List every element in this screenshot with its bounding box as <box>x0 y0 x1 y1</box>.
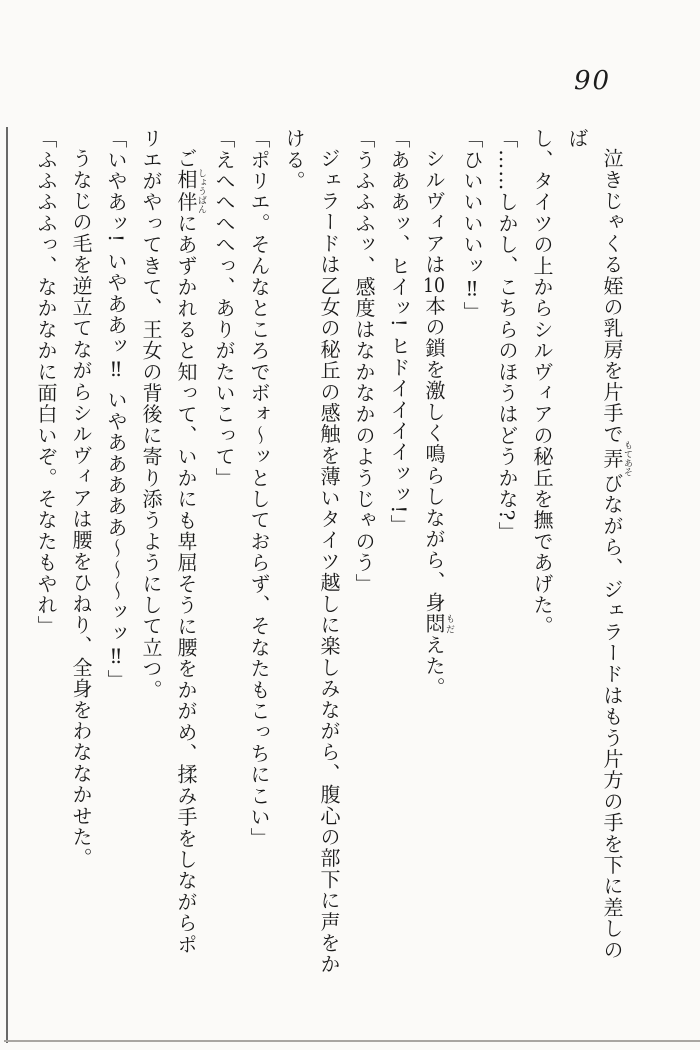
page-number: 90 <box>574 66 612 96</box>
text-line: し、タイツの上からシルヴィアの秘丘を撫であげた。 <box>530 128 554 637</box>
text-line: 「ポリエ。そんなところでボォ〜ッとしておらず、そなたもこっちにこい」 <box>247 128 271 849</box>
text-line: ける。 <box>282 128 306 192</box>
text-line: ジェラードは乙女の秘丘の感触を薄いタイツ越しに楽しみながら、腹心の部下に声をか <box>317 148 341 975</box>
text-line: ご相伴しょうばんにあずかれると知って、いかにも卑屈そうに腰をかがめ、揉み手をしながらポ <box>174 148 206 955</box>
text-line: 「えへへへへっ、ありがたいこって」 <box>212 128 236 489</box>
text-line: 「ふふふふっ、なかなかに面白いぞ。そなたもやれ」 <box>34 128 58 637</box>
ruby-annotated-word: 悶もだ <box>422 613 454 635</box>
text-line: 「いやあッ! いやああッ‼ いやあああああ〜〜〜ッッ‼」 <box>104 128 128 691</box>
horizontal-in-vertical-number: 10 <box>423 275 445 296</box>
text-line: リエがやってきて、王女の背後に寄り添うようにして立つ。 <box>139 128 163 701</box>
text-line: シルヴィアは10本の鎖を激しく鳴らしながら、身悶もだえた。 <box>422 148 454 699</box>
text-line: 「うふふふッ、感度はなかなかのようじゃのう」 <box>352 128 376 595</box>
page-edge-line-left <box>6 127 8 1043</box>
vertical-text-block <box>34 128 632 978</box>
text-line: 「あああッ、ヒイッ! ヒドイイイイッッ!」 <box>387 128 411 536</box>
text-line: 「……しかし、こちらのほうはどうかな?」 <box>495 128 519 543</box>
text-line: 泣きじゃくる姪の乳房を片手で弄もてあそびながら、ジェラードはもう片方の手を下に差しのば <box>565 128 632 961</box>
ruby-annotated-word: 相伴しょうばん <box>174 168 206 214</box>
text-line: うなじの毛を逆立てながらシルヴィアは腰をひねり、全身をわななかせた。 <box>69 148 93 869</box>
text-line: 「ひいいいいッ‼」 <box>460 128 484 323</box>
ruby-annotated-word: 弄もてあそ <box>600 440 632 477</box>
page-edge-line-bottom <box>4 1040 700 1042</box>
